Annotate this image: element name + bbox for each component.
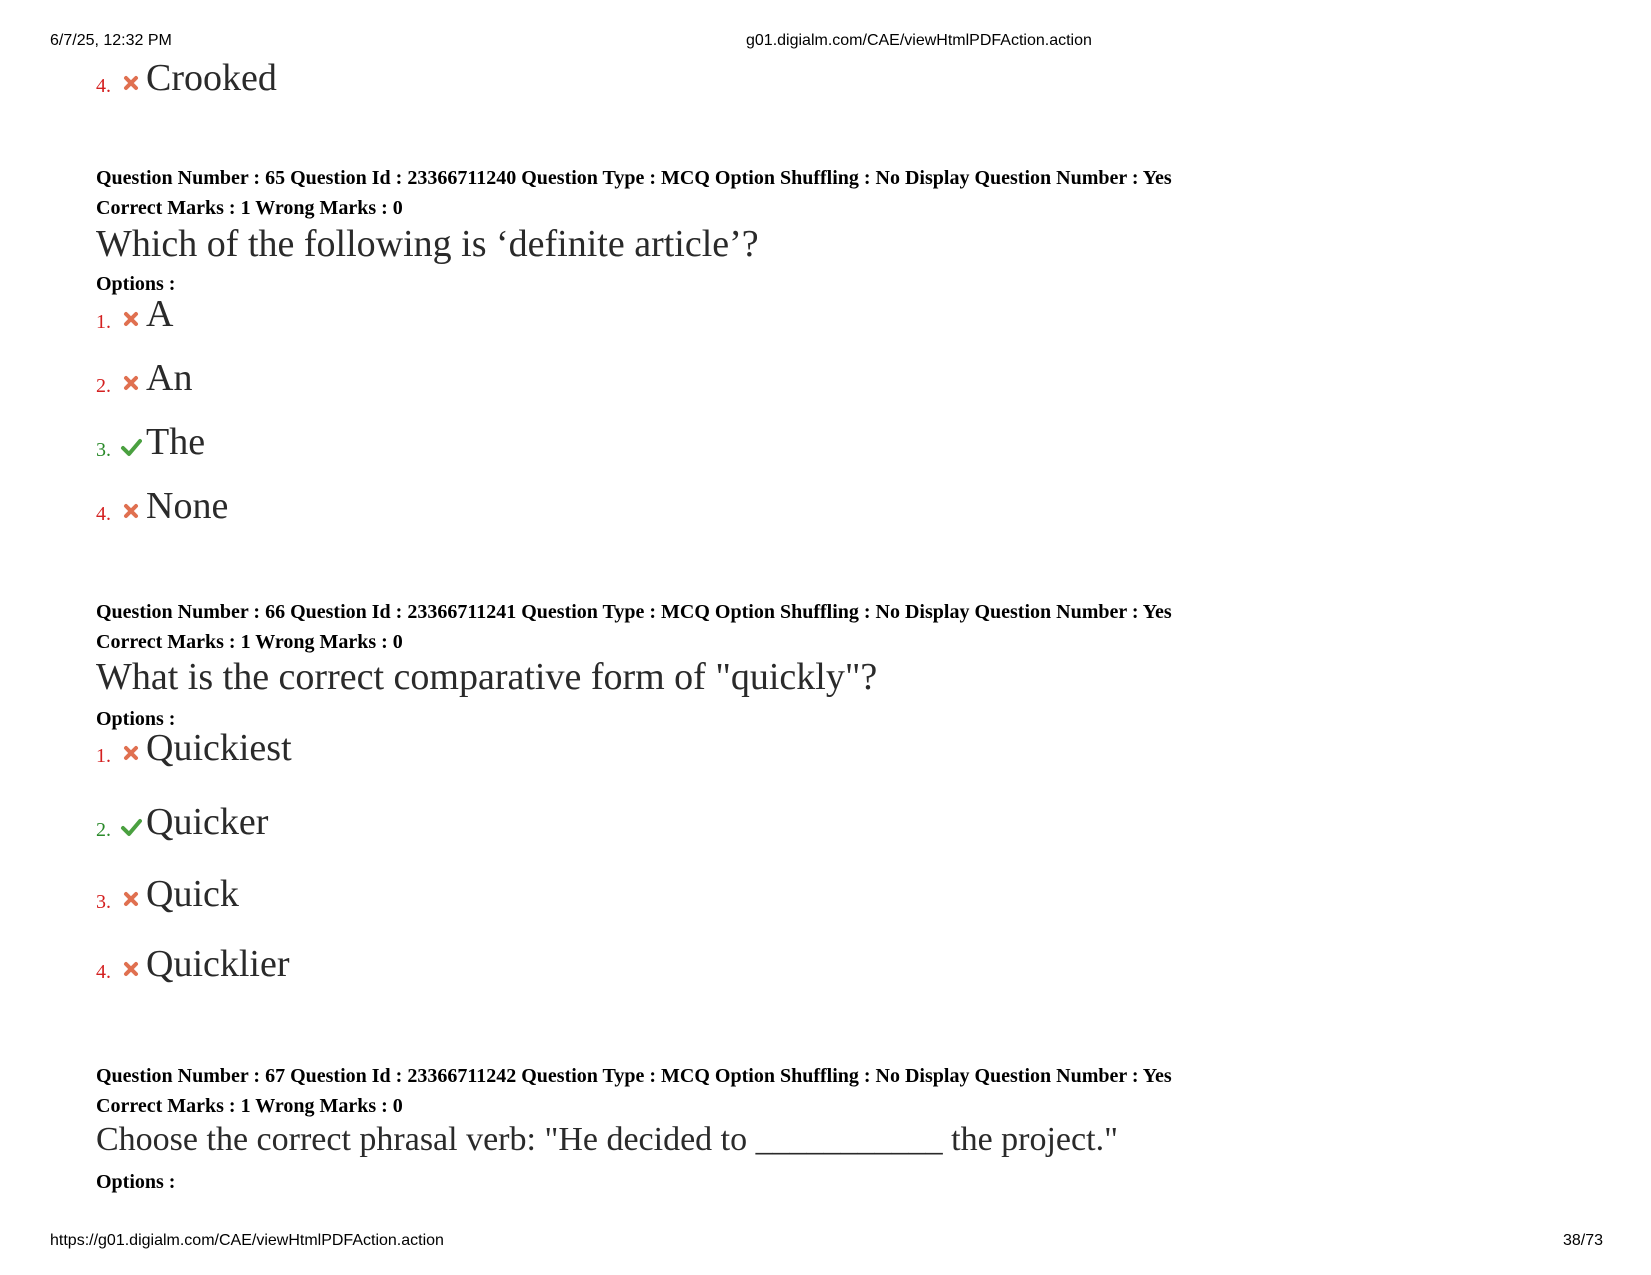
option-number: 4. — [96, 961, 111, 983]
page-number: 38/73 — [1562, 1232, 1603, 1249]
options-label: Options : — [96, 1171, 176, 1193]
cross-icon — [120, 958, 142, 980]
question-67-marks: Correct Marks : 1 Wrong Marks : 0 — [96, 1095, 403, 1117]
option-text: Quickiest — [146, 727, 292, 769]
cross-icon — [120, 308, 142, 330]
question-67-text: Choose the correct phrasal verb: "He decided to ___________ the project." — [96, 1121, 1118, 1158]
option-text: The — [146, 421, 206, 463]
option-text: Quick — [146, 873, 239, 915]
question-66-text: What is the correct comparative form of "quickly"? — [96, 656, 878, 698]
question-67-meta: Question Number : 67 Question Id : 23366711242 Question Type : MCQ Option Shuffling : No Display Question Number : Yes — [96, 1065, 1172, 1087]
options-label: Options : — [96, 273, 176, 295]
footer-url: https://g01.digialm.com/CAE/viewHtmlPDFAction.action — [50, 1232, 444, 1249]
options-label: Options : — [96, 708, 176, 730]
check-icon — [120, 436, 142, 458]
cross-icon — [120, 888, 142, 910]
option-text: An — [146, 357, 193, 399]
print-datetime: 6/7/25, 12:32 PM — [50, 32, 172, 49]
option-number: 1. — [96, 311, 111, 333]
option-text: A — [146, 293, 174, 335]
option-number: 3. — [96, 891, 111, 913]
question-66-meta: Question Number : 66 Question Id : 23366711241 Question Type : MCQ Option Shuffling : No Display Question Number : Yes — [96, 601, 1172, 623]
option-text: Crooked — [146, 57, 277, 99]
question-65-marks: Correct Marks : 1 Wrong Marks : 0 — [96, 197, 403, 219]
check-icon — [120, 816, 142, 838]
option-text: None — [146, 485, 229, 527]
option-number: 1. — [96, 745, 111, 767]
option-number: 4. — [96, 503, 111, 525]
option-text: Quicker — [146, 801, 269, 843]
option-number: 2. — [96, 375, 111, 397]
cross-icon — [120, 372, 142, 394]
option-number: 4. — [96, 75, 111, 97]
cross-icon — [120, 72, 142, 94]
question-65-meta: Question Number : 65 Question Id : 23366711240 Question Type : MCQ Option Shuffling : No Display Question Number : Yes — [96, 167, 1172, 189]
option-number: 2. — [96, 819, 111, 841]
cross-icon — [120, 742, 142, 764]
option-text: Quicklier — [146, 943, 290, 985]
header-url: g01.digialm.com/CAE/viewHtmlPDFAction.action — [746, 32, 1092, 49]
cross-icon — [120, 500, 142, 522]
question-66-marks: Correct Marks : 1 Wrong Marks : 0 — [96, 631, 403, 653]
option-number: 3. — [96, 439, 111, 461]
question-65-text: Which of the following is ‘definite article’? — [96, 223, 759, 265]
